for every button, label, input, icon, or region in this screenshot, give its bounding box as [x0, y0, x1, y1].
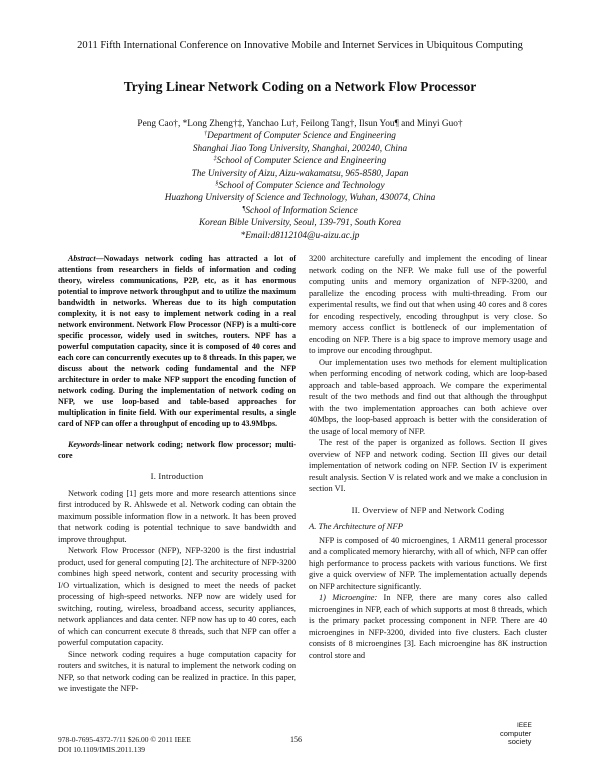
- affiliation-3-addr: Huazhong University of Science and Technology, Wuhan, 430074, China: [164, 193, 436, 204]
- intro-paragraph-4: Our implementation uses two methods for element multiplication when performing encoding of network coding, which are loop-based approach and table-based approach. We compare the experimental result of the two methods and find out that although the throughput with the two implementation approaches can both achieve over 40Mbps, the loop-based approach is better with the consideration of the usage of local memory of NFP.: [309, 357, 547, 436]
- affiliation-2-dept: ‡School of Computer Science and Engineering: [213, 156, 387, 167]
- author-block: [0, 118, 600, 242]
- left-column: [58, 253, 296, 695]
- page-number: 156: [290, 735, 302, 744]
- conference-header: 2011 Fifth International Conference on Innovative Mobile and Internet Services in Ubiquitous Computing: [77, 40, 523, 51]
- paper-title: Trying Linear Network Coding on a Network Flow Processor: [123, 79, 477, 94]
- author-email: *Email:d8112104@u-aizu.ac.jp: [240, 230, 360, 241]
- footer-doi: DOI 10.1109/IMIS.2011.139: [58, 745, 145, 754]
- intro-paragraph-5: The rest of the paper is organized as follows. Section II gives overview of NFP and network coding. Section III gives our detail implementation of network coding on NFP. Section IV is experiment result analysis. Section V is related work and we make a conclusion in section VI.: [309, 438, 547, 493]
- footer-isbn: 978-0-7695-4372-7/11 $26.00 © 2011 IEEE: [58, 735, 191, 744]
- affiliation-1-addr: Shanghai Jiao Tong University, Shanghai, 200240, China: [192, 143, 408, 154]
- keywords: Keywords-linear network coding; network flow processor; multi-core: [58, 440, 296, 460]
- affiliation-4-addr: Korean Bible University, Seoul, 139-791, South Korea: [198, 218, 401, 229]
- ieee-computer-society-logo: [496, 722, 552, 752]
- intro-paragraph-3: Since network coding requires a huge computation capacity for routers and switches, it is natural to implement the network coding on NFP, so that network coding can be realized in practice. In this paper, we investigate the NFP-: [58, 649, 296, 693]
- footer-copyright: [58, 735, 191, 755]
- section-heading-overview: II. Overview of NFP and Network Coding: [351, 504, 505, 515]
- intro-paragraph-2: Network Flow Processor (NFP), NFP-3200 is the first industrial product, used for general computing [2]. The architecture of NFP-3200 combines high speed network, content and security processing with I/O virtualization, which is designed to meet the needs of packet processing of high-speed networks. NFP now are widely used for switching, routing, wireless, broadband access, security appliances, network appliances and data center. NFP now has up to 40 cores, each of which can concurrent execute 8 threads, such that NFP can offer a powerful computation capacity.: [58, 546, 296, 647]
- affiliation-2-addr: The University of Aizu, Aizu-wakamatsu, 965-8580, Japan: [191, 168, 409, 179]
- section-heading-introduction: I. Introduction: [150, 471, 204, 481]
- abstract: Abstract—Nowadays network coding has attracted a lot of attentions from researchers in fields of information and coding theory, wireless communications, P2P, etc, as it has enormous potential to improve network throughput and to utilize the maximum bandwidth in networks. Whereas due to its high computation complexity, it is not easy to implement network coding in a real network environment. Network Flow Processor (NFP) is a multi-core specific processor, widely used in switches, routers. NPF has a powerful computation capacity, since it is composed of 40 cores and each core can concurrently executes up to 8 threads. In this paper, we discuss about the network coding fundamental and the NFP architecture in order to make NFP support the encoding function of network coding. During the implementation of network coding on NFP, we use loop-based and table-based approaches for multiplication in finite field. With our experimental results, a single card of NFP can offer a throughput of encoding up to 43.9Mbps.: [58, 254, 296, 428]
- affiliation-3-dept: §School of Computer Science and Technology: [215, 181, 385, 192]
- subsection-heading-architecture: A. The Architecture of NFP: [309, 521, 403, 531]
- architecture-paragraph: NFP is composed of 40 microengines, 1 ARM11 general processor and a complicated memory hierarchy, with all of which, NFP can offer high performance to process packets with various functions. We first give a quick overview of NFP. The implementation actually depends on NFP architecture significantly.: [309, 535, 547, 591]
- affiliation-4-dept: ¶School of Information Science: [242, 205, 358, 216]
- logo-ieee-text: IEEE: [517, 722, 532, 729]
- right-column: [309, 253, 547, 661]
- intro-paragraph-3-cont: 3200 architecture carefully and implement the encoding of linear network coding on the NFP. We make full use of the powerful computing units and memory organization of NFP-3200, and parallelize the encoding process with multi-threading. From our experimental results, we find out that when using 40 cores and 8 cores for encoding respectively, encoding throughput is very close. So memory access conflict is bottleneck of our implementation of encoding on NFP. There is a big space to improve memory usage and to improve our encoding throughput.: [309, 254, 547, 355]
- author-names: Peng Cao†, *Long Zheng†‡, Yanchao Lu†, Feilong Tang†, Ilsun You¶ and Minyi Guo†: [137, 119, 463, 129]
- microengine-paragraph: 1) Microengine: In NFP, there are many cores also called microengines in NFP, each of which supports at most 8 threads, which is the primary packet processing component in NFP. There are 40 microengines in NFP-3200, divided into five clusters. Each cluster consists of 8 microengines [3]. Each microengine has 8K instruction control store and: [309, 593, 547, 660]
- intro-paragraph-1: Network coding [1] gets more and more research attentions since first introduced by R. Ahlswede et al. Network coding can obtain the maximum possible information flow in a network. It has been proved that network coding is potential technique to save bandwidth and improve throughput.: [58, 488, 296, 544]
- affiliation-1-dept: †Department of Computer Science and Engineering: [204, 131, 396, 142]
- logo-society-text: computer society: [500, 729, 532, 746]
